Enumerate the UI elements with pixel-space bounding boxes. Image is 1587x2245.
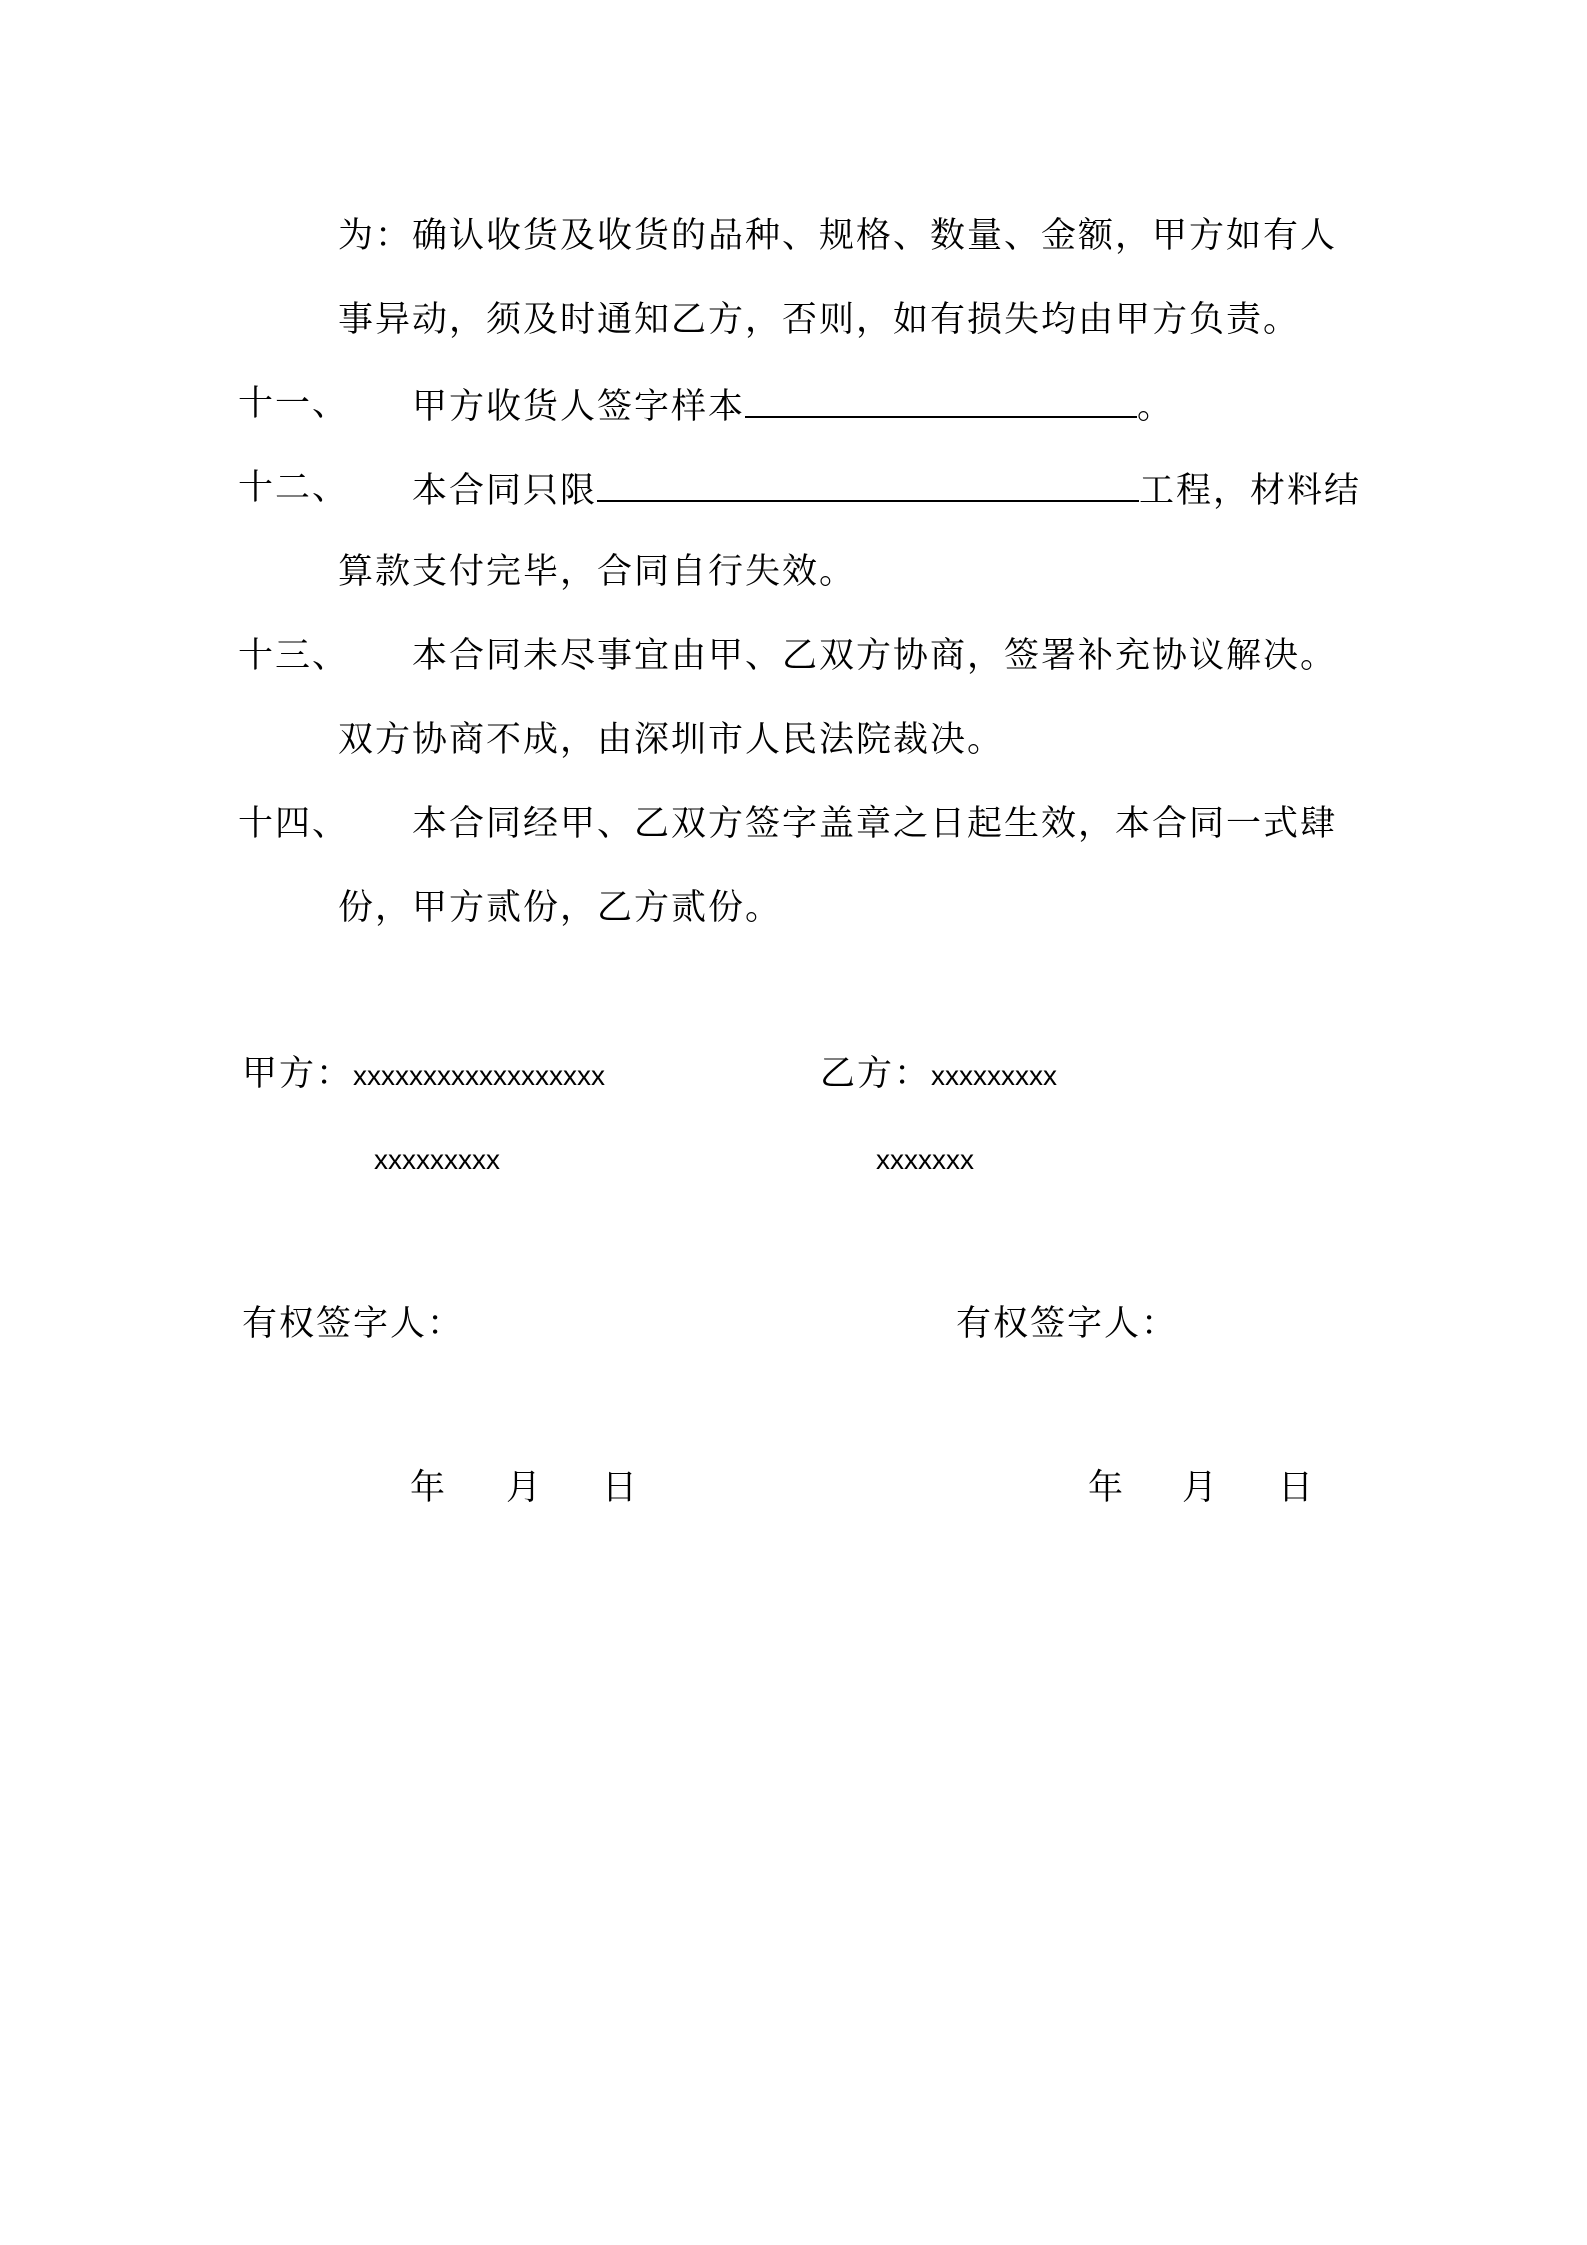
party-a-label: 甲方：: [242, 1054, 354, 1094]
clause-11-end: 。: [1137, 387, 1175, 427]
clause-12-after: 工程，材料结: [1139, 471, 1362, 511]
party-b-date-year: 年: [1088, 1468, 1126, 1508]
party-a-date-month: 月: [506, 1468, 544, 1508]
clause-11-line: [412, 382, 1174, 429]
party-a-date-day: 日: [602, 1468, 640, 1508]
party-b-date-month: 月: [1182, 1468, 1220, 1508]
clause-13-number: 十三、: [238, 636, 350, 676]
clause-12-text: 本合同只限: [412, 471, 598, 511]
party-a-signer-label: 有权签字人：: [242, 1304, 465, 1344]
clause-12-line-1: [412, 466, 1361, 513]
party-b-signer-label: 有权签字人：: [956, 1304, 1179, 1344]
party-a-name-line-1: xxxxxxxxxxxxxxxxxx: [353, 1060, 606, 1091]
clause-12-line-2: 算款支付完毕，合同自行失效。: [338, 552, 857, 592]
party-a-name-line-2: xxxxxxxxx: [374, 1144, 500, 1175]
clause-14-line-1: 本合同经甲、乙双方签字盖章之日起生效，本合同一式肆: [412, 804, 1338, 844]
party-b-name-line-1: xxxxxxxxx: [931, 1060, 1058, 1091]
clause-10-line-2: 事异动，须及时通知乙方，否则，如有损失均由甲方负责。: [338, 300, 1301, 340]
party-b-date-day: 日: [1278, 1468, 1316, 1508]
clause-11-number: 十一、: [238, 384, 350, 424]
clause-12-number: 十二、: [238, 468, 350, 508]
party-b-name-row: [820, 1052, 1057, 1098]
party-b-label: 乙方：: [820, 1054, 932, 1094]
clause-14-number: 十四、: [238, 804, 350, 844]
party-a-date-year: 年: [410, 1468, 448, 1508]
party-a-name-row: [242, 1052, 605, 1098]
receiver-signature-blank[interactable]: [745, 382, 1137, 418]
clause-10-line-1: 为：确认收货及收货的品种、规格、数量、金额，甲方如有人: [338, 216, 1338, 256]
project-name-blank[interactable]: [597, 466, 1139, 502]
clause-14-line-2: 份，甲方贰份，乙方贰份。: [338, 888, 783, 928]
clause-11-text: 甲方收货人签字样本: [412, 387, 746, 427]
clause-13-line-2: 双方协商不成，由深圳市人民法院裁决。: [338, 720, 1005, 760]
clause-13-line-1: 本合同未尽事宜由甲、乙双方协商，签署补充协议解决。: [412, 636, 1338, 676]
party-b-name-line-2: xxxxxxx: [876, 1144, 974, 1175]
